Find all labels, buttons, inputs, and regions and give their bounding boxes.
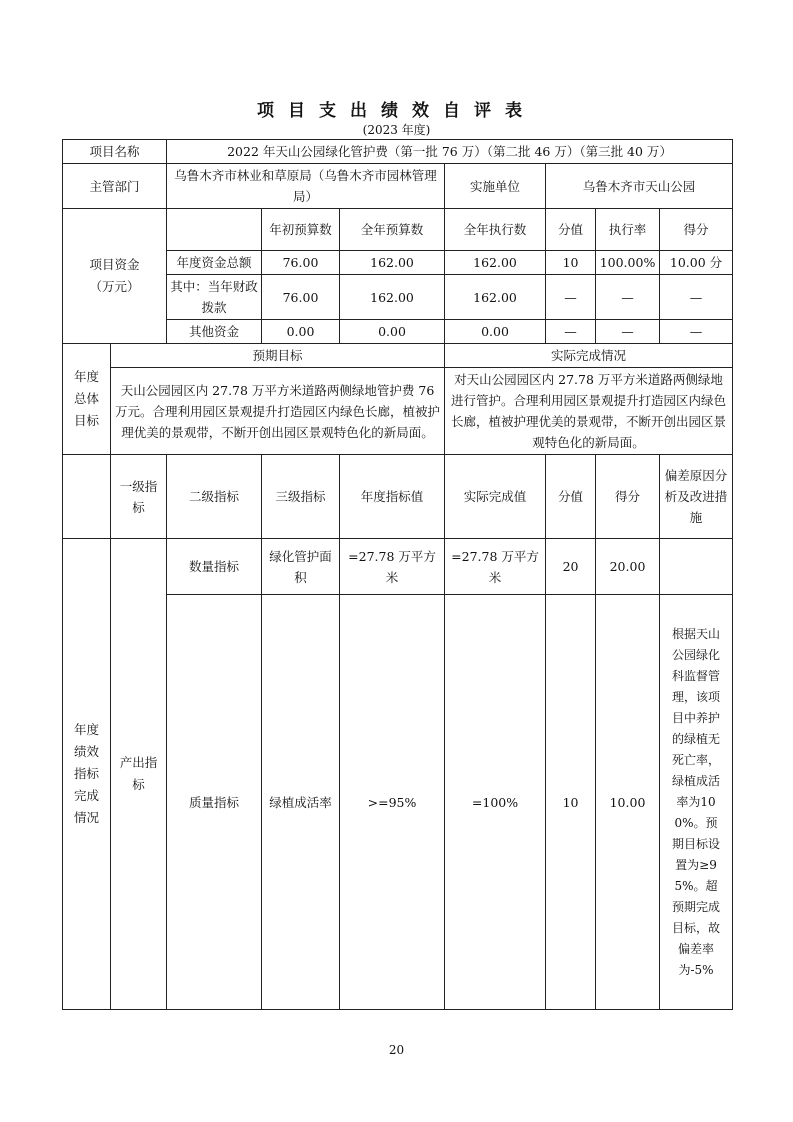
indicator-header-target: 年度指标值 [340, 455, 445, 539]
page-number: 20 [388, 1043, 405, 1057]
indicator-target: >=95% [340, 595, 445, 1010]
funds-cell: 162.00 [340, 275, 445, 320]
funds-header-blank [167, 209, 262, 251]
funds-row-label: 其中：当年财政拨款 [167, 275, 262, 320]
indicator-level3: 绿化管护面积 [262, 539, 340, 595]
funds-cell: 10 [546, 251, 596, 275]
funds-cell: 76.00 [262, 251, 340, 275]
dept-value: 乌鲁木齐市林业和草原局（乌鲁木齐市园林管理局） [167, 164, 445, 209]
indicator-level1: 产出指标 [111, 539, 167, 1010]
indicator-deviation: 根据天山公园绿化科监督管理，该项目中养护的绿植无死亡率，绿植成活率为100%。预期目标设置为≥95%。超预期完成目标，故偏差率为-5% [660, 595, 733, 1010]
funds-header-budget-start: 年初预算数 [262, 209, 340, 251]
funds-cell: — [546, 275, 596, 320]
funds-cell: 0.00 [340, 320, 445, 344]
funds-cell: 10.00 分 [660, 251, 733, 275]
indicator-header-score-value: 分值 [546, 455, 596, 539]
indicator-score-value: 10 [546, 595, 596, 1010]
funds-cell: — [596, 320, 660, 344]
indicator-header-deviation: 偏差原因分析及改进措施 [660, 455, 733, 539]
project-name-value: 2022 年天山公园绿化管护费（第一批 76 万）（第二批 46 万）（第三批 40 万） [167, 140, 733, 164]
indicator-header-level3: 三级指标 [262, 455, 340, 539]
project-name-label: 项目名称 [63, 140, 167, 164]
goals-actual-text: 对天山公园园区内 27.78 万平方米道路两侧绿地进行管护。合理利用园区景观提升打造园区内绿色长廊，植被护理优美的景观带，不断开创出园区景观特色化的新局面。 [445, 368, 733, 455]
indicator-target: =27.78 万平方米 [340, 539, 445, 595]
indicator-actual: =100% [445, 595, 546, 1010]
funds-header-score-value: 分值 [546, 209, 596, 251]
dept-label: 主管部门 [63, 164, 167, 209]
funds-cell: 162.00 [445, 275, 546, 320]
indicator-deviation [660, 539, 733, 595]
indicator-score: 20.00 [596, 539, 660, 595]
indicator-header-level2: 二级指标 [167, 455, 262, 539]
indicator-header-level1: 一级指标 [111, 455, 167, 539]
funds-row-label: 其他资金 [167, 320, 262, 344]
funds-cell: 76.00 [262, 275, 340, 320]
funds-cell: — [546, 320, 596, 344]
funds-header-budget-year: 全年预算数 [340, 209, 445, 251]
indicators-section-label: 年度绩效指标完成情况 [63, 539, 111, 1010]
goals-expected-label: 预期目标 [111, 344, 445, 368]
funds-cell: 0.00 [445, 320, 546, 344]
funds-cell: 0.00 [262, 320, 340, 344]
indicator-actual: =27.78 万平方米 [445, 539, 546, 595]
goals-expected-text: 天山公园园区内 27.78 万平方米道路两侧绿地管护费 76 万元。合理利用园区景观提升打造园区内绿色长廊，植被护理优美的景观带，不断开创出园区景观特色化的新局面。 [111, 368, 445, 455]
funds-cell: 162.00 [340, 251, 445, 275]
goals-label: 年度总体目标 [63, 344, 111, 455]
indicator-score: 10.00 [596, 595, 660, 1010]
page-subtitle: (2023 年度) [362, 123, 431, 137]
indicator-level2: 数量指标 [167, 539, 262, 595]
impl-value: 乌鲁木齐市天山公园 [546, 164, 733, 209]
funds-cell: — [660, 320, 733, 344]
indicator-score-value: 20 [546, 539, 596, 595]
indicator-level3: 绿植成活率 [262, 595, 340, 1010]
funds-header-rate: 执行率 [596, 209, 660, 251]
funds-row-label: 年度资金总额 [167, 251, 262, 275]
funds-label: 项目资金（万元） [63, 209, 167, 344]
impl-label: 实施单位 [445, 164, 546, 209]
indicator-level2: 质量指标 [167, 595, 262, 1010]
funds-cell: 162.00 [445, 251, 546, 275]
funds-cell: — [660, 275, 733, 320]
funds-header-executed: 全年执行数 [445, 209, 546, 251]
funds-cell: 100.00% [596, 251, 660, 275]
indicator-header-score: 得分 [596, 455, 660, 539]
funds-cell: — [596, 275, 660, 320]
indicator-header-blank [63, 455, 111, 539]
page-title: 项目支出绩效自评表 [257, 101, 536, 121]
evaluation-table [62, 139, 733, 1010]
indicator-header-actual: 实际完成值 [445, 455, 546, 539]
goals-actual-label: 实际完成情况 [445, 344, 733, 368]
funds-header-score: 得分 [660, 209, 733, 251]
